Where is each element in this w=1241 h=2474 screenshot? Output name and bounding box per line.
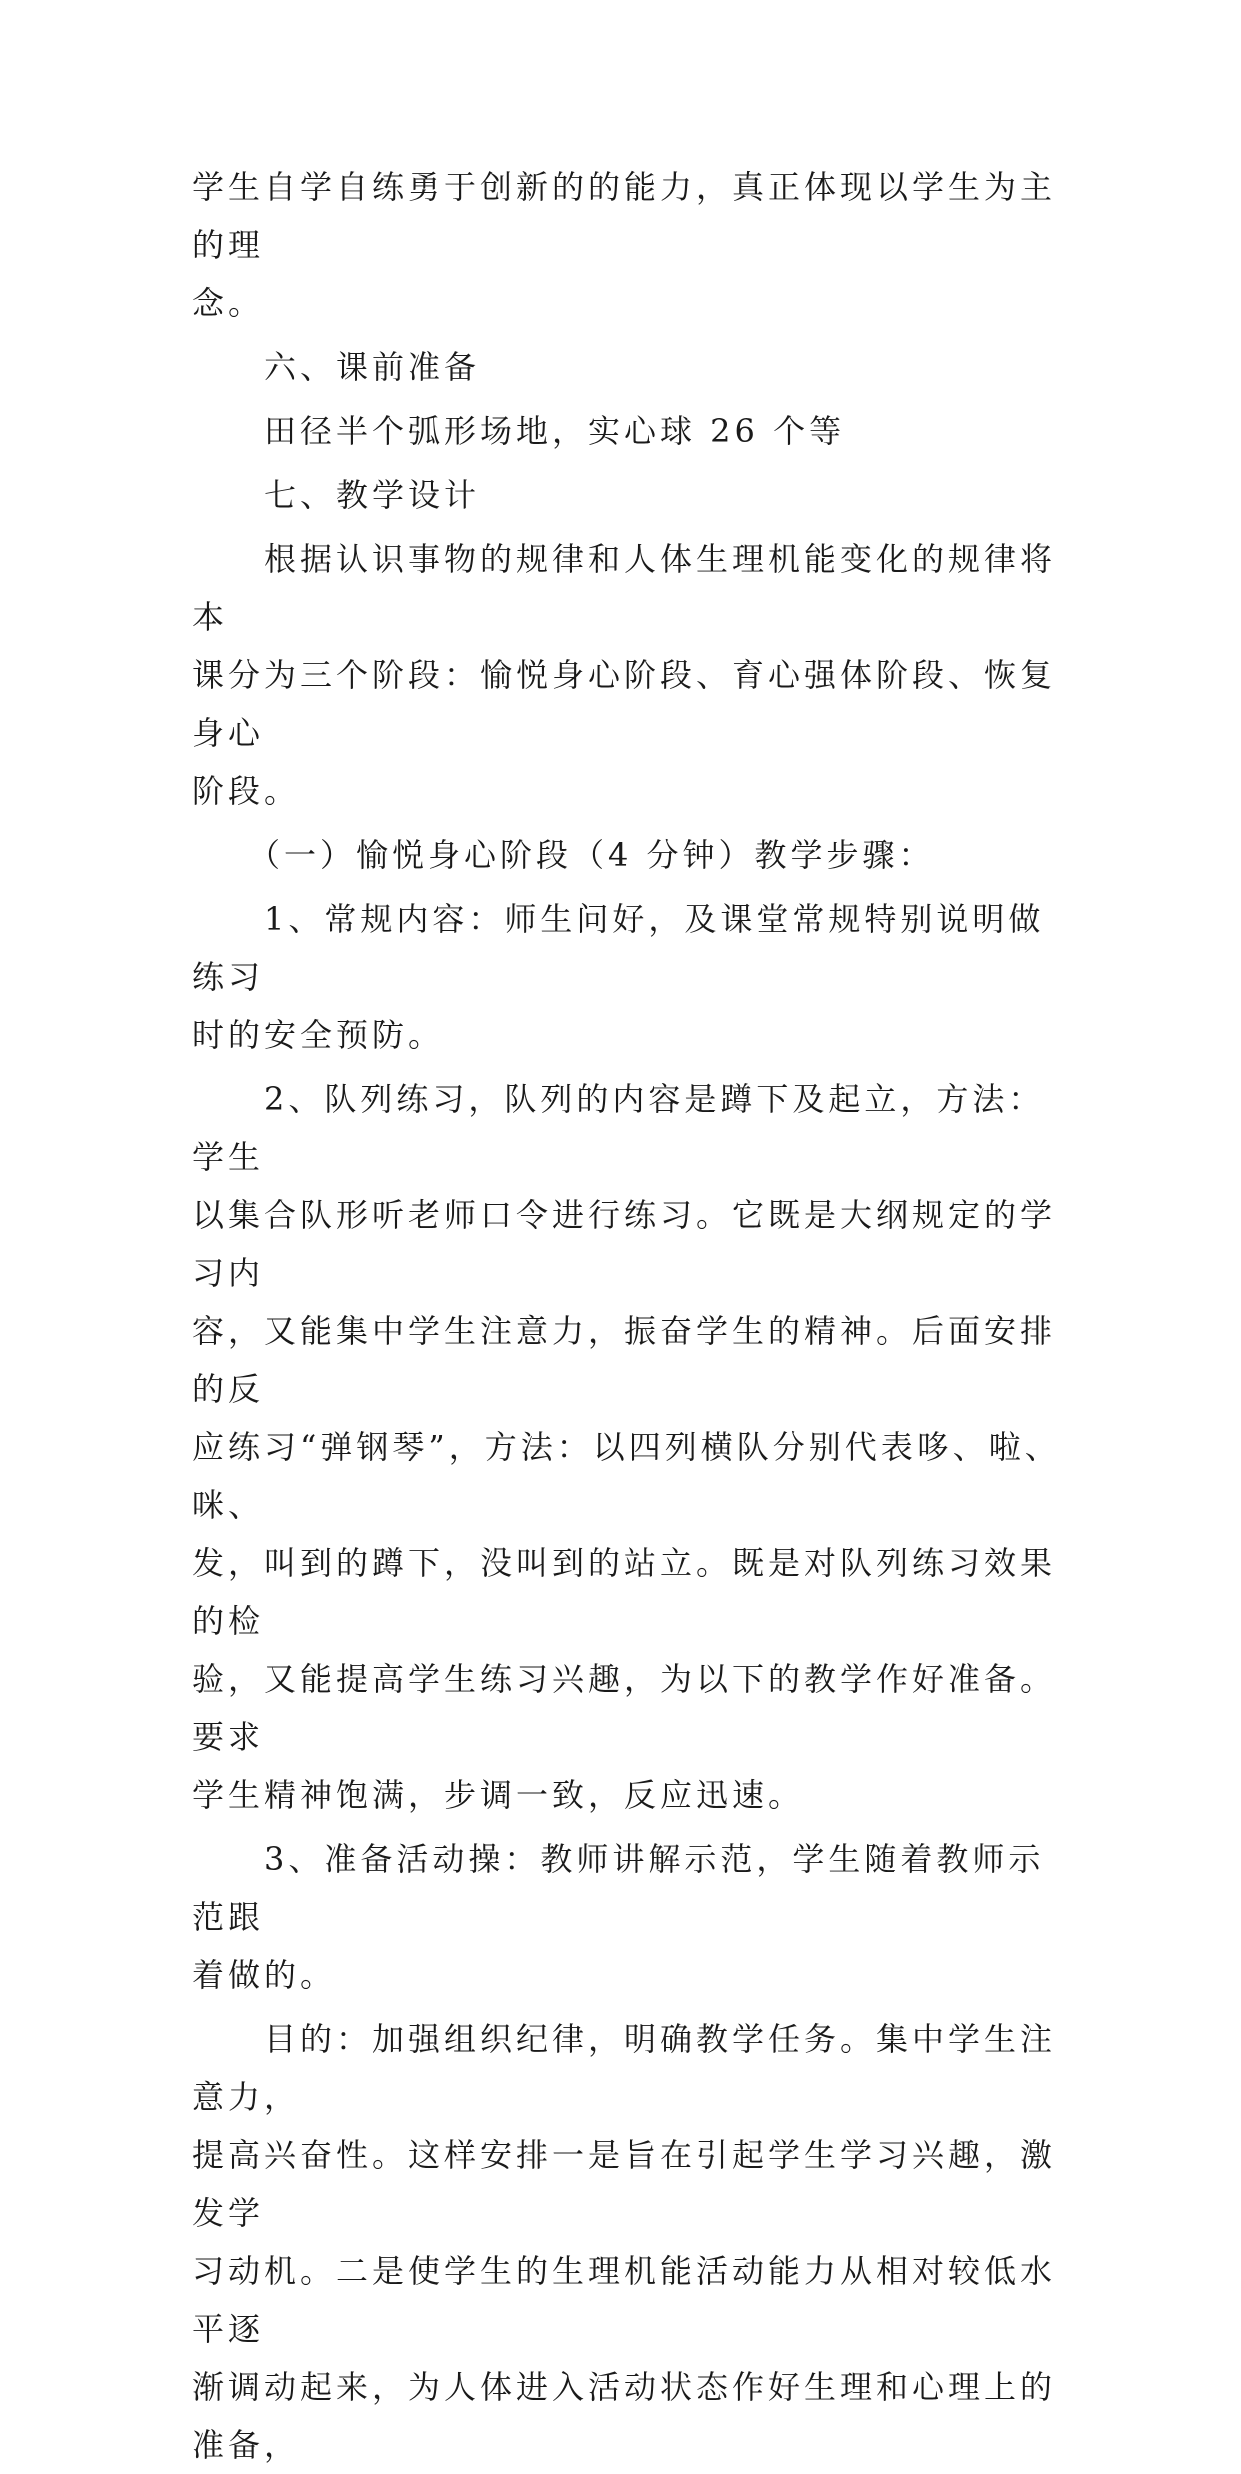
text-line: 3、准备活动操：教师讲解示范，学生随着教师示范跟 [192,1840,1045,1936]
text-line: 念。 [192,284,265,322]
text-line: 渐调动起来，为人体进入活动状态作好生理和心理上的准备， [192,2368,1057,2464]
text-line: 阶段。 [192,772,301,810]
section-heading: 六、课前准备 [192,348,481,386]
text-line: 田径半个弧形场地，实心球 26 个等 [192,412,846,450]
text-line: 提高兴奋性。这样安排一是旨在引起学生学习兴趣，激发学 [192,2136,1057,2232]
text-line: 1、常规内容：师生问好，及课堂常规特别说明做练习 [192,900,1045,996]
text-line: 应练习“弹钢琴”，方法：以四列横队分别代表哆、啦、咪、 [192,1428,1061,1524]
text-line: 习动机。二是使学生的生理机能活动能力从相对较低水平逐 [192,2252,1057,2348]
text-line: 根据认识事物的规律和人体生理机能变化的规律将本 [192,540,1057,636]
text-line: 学生自学自练勇于创新的的能力，真正体现以学生为主的理 [192,168,1057,264]
section-heading: 七、教学设计 [192,476,481,514]
text-line: 着做的。 [192,1956,337,1994]
text-line: 以集合队形听老师口令进行练习。它既是大纲规定的学习内 [192,1196,1057,1292]
text-line: 验，又能提高学生练习兴趣，为以下的教学作好准备。要求 [192,1660,1057,1756]
text-line: 发，叫到的蹲下，没叫到的站立。既是对队列练习效果的检 [192,1544,1057,1640]
text-line: 目的：加强组织纪律，明确教学任务。集中学生注意力， [192,2020,1057,2116]
text-line: 课分为三个阶段：愉悦身心阶段、育心强体阶段、恢复身心 [192,656,1057,752]
document-body [192,158,1062,2474]
text-line: 2、队列练习，队列的内容是蹲下及起立，方法：学生 [192,1080,1045,1176]
text-line: 容，又能集中学生注意力，振奋学生的精神。后面安排的反 [192,1312,1057,1408]
text-line: 学生精神饱满，步调一致，反应迅速。 [192,1776,805,1814]
subsection-heading: （一）愉悦身心阶段（4 分钟）教学步骤： [192,836,935,874]
text-line: 时的安全预防。 [192,1016,445,1054]
